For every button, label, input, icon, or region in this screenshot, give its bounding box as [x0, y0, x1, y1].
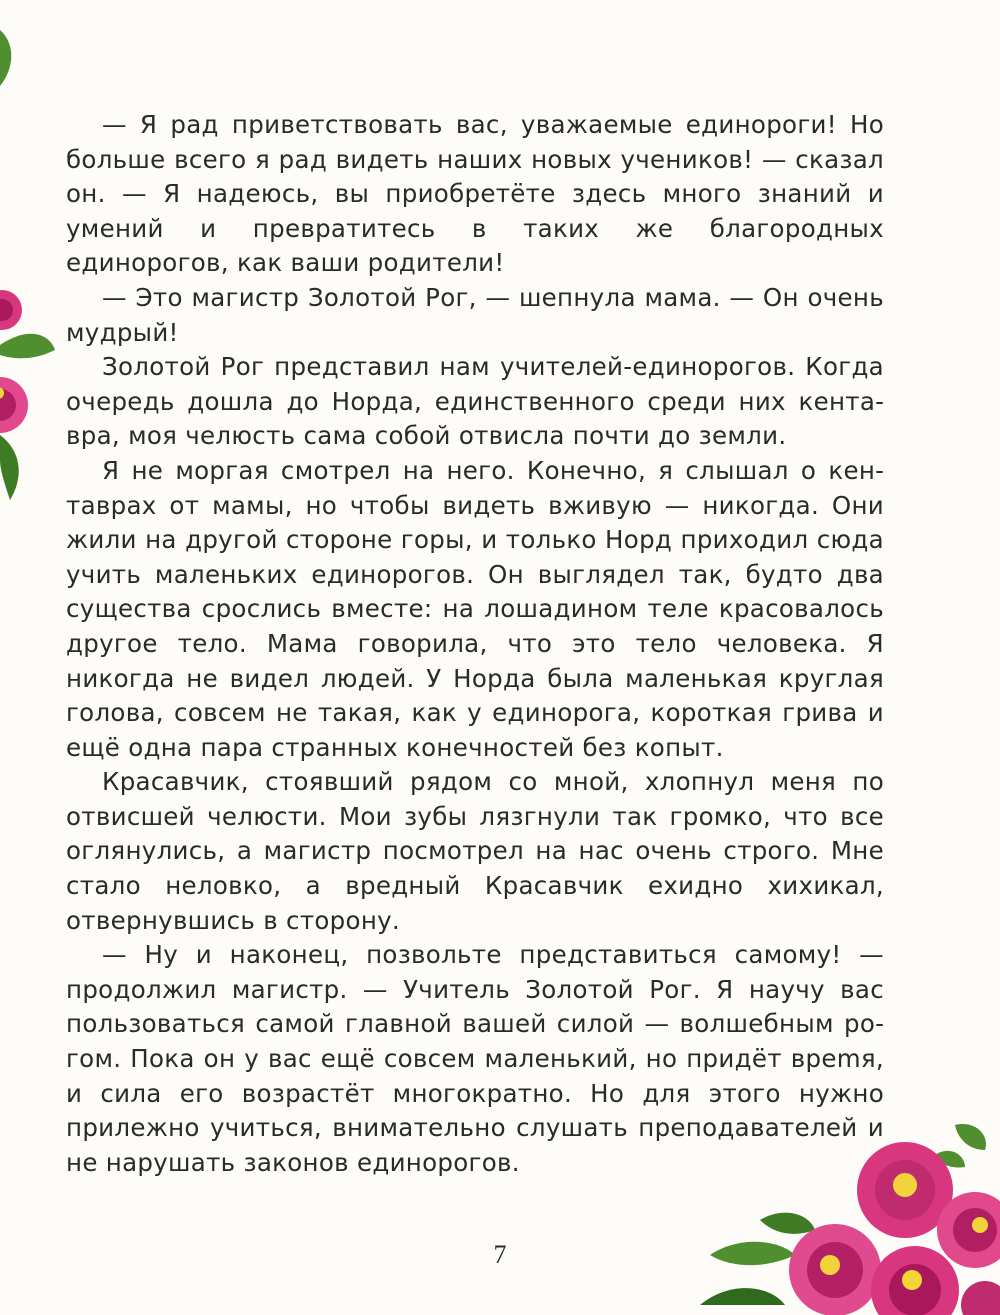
paragraph: — Ну и наконец, позвольте представиться самому! — продолжил магистр. — Учитель Золотой Рог. Я научу вас пользоваться самой главной вашей силой — волшебным рогом. Пока он у вас ещё совсем маленький, но придёт вреmя, и сила его возрастёт многократно. Но для этого нужно прилежно учиться, внимательно слушать преподавателей и не нарушать законов единорогов. — [66, 940, 884, 1177]
paragraph: Красавчик, стоявший рядом со мной, хлопнул меня по отвисшей челюсти. Мои зубы лязгнули так громко, что все оглянулись, а магистр посмотрел на нас очень строго. Мне стало неловко, а вредный Красавчик ехидно хихикал, отвернувшись в сторону. — [66, 767, 884, 935]
flower-decoration-left — [0, 285, 60, 525]
paragraph: Золотой Рог представил нам учителей-единорогов. Когда очередь дошла до Норда, единственного среди них кентавра, моя челюсть сама собой отвисла почти до земли. — [66, 352, 884, 451]
leaf-decoration-top-left — [0, 30, 20, 90]
paragraph: — Я рад приветствовать вас, уважаемые единороги! Но больше всего я рад видеть наших новых учеников! — сказал он. — Я надеюсь, вы приобретёте здесь много знаний и умений и превратитесь в таких же благородных единорогов, как ваши родители! — [66, 110, 884, 278]
story-text — [66, 108, 884, 1180]
paragraph: — Это магистр Золотой Рог, — шепнула мама. — Он очень мудрый! — [66, 282, 884, 347]
paragraph: Я не моргая смотрел на него. Конечно, я слышал о кентаврах от мамы, но чтобы видеть вживую — никогда. Они жили на другой стороне горы, и только Норд приходил сюда учить маленьких единорогов. Он выглядел так, будто два существа срослись вместе: на лошадином теле красовалось другое тело. Мама говорила, что это тело человека. Я никогда не видел людей. У Норда была маленькая круглая голова, совсем не такая, как у единорога, короткая грива и ещё одна пара странных конечностей без копыт. — [66, 455, 884, 762]
page-number: 7 — [493, 1240, 507, 1269]
